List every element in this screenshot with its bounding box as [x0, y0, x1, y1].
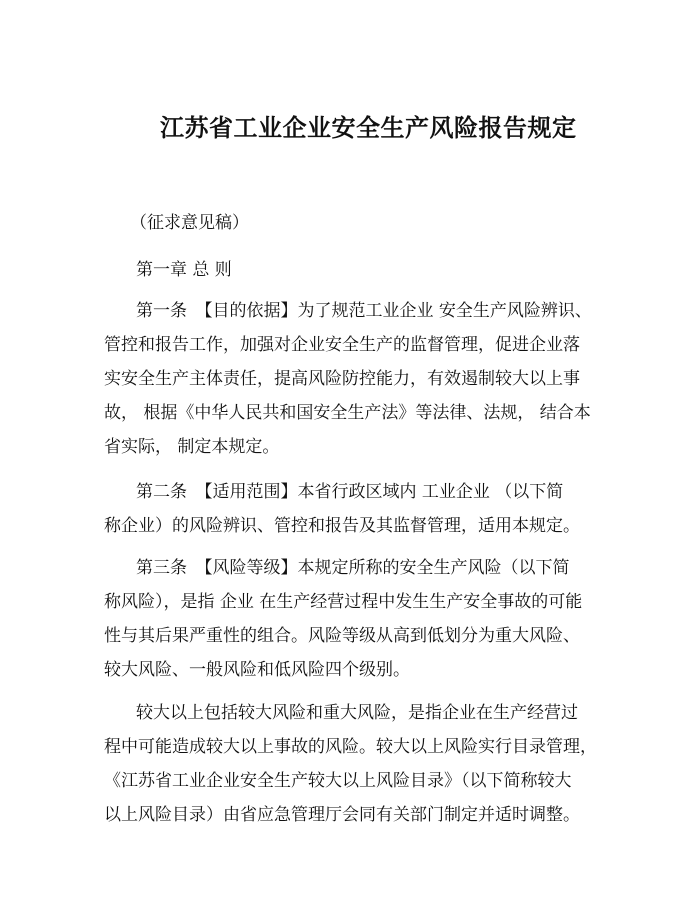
document-title: 江苏省工业企业安全生产风险报告规定 — [160, 113, 577, 142]
article-2-line-2: 称企业）的风险辨识、管控和报告及其监督管理，适用本规定。 — [104, 516, 580, 536]
article-3-line-3: 性与其后果严重性的组合。风险等级从高到低划分为重大风险、 — [104, 626, 580, 646]
article-3-line-2: 称风险），是指 企业 在生产经营过程中发生生产安全事故的可能 — [104, 592, 583, 612]
article-3-line-4: 较大风险、一般风险和低风险四个级别。 — [104, 660, 410, 680]
article-3-line-1: 第三条 【风险等级】本规定所称的安全生产风险（以下简 — [136, 558, 570, 578]
paragraph-4-line-4: 以上风险目录）由省应急管理厅会同有关部门制定并适时调整。 — [104, 805, 580, 825]
chapter-heading: 第一章 总 则 — [136, 260, 232, 280]
paragraph-4-line-1: 较大以上包括较大风险和重大风险，是指企业在生产经营过 — [136, 703, 578, 723]
article-1-line-2: 管控和报告工作，加强对企业安全生产的监督管理，促进企业落 — [104, 335, 580, 355]
article-1-line-1: 第一条 【目的依据】为了规范工业企业 安全生产风险辨识、 — [136, 301, 592, 321]
article-1-line-5: 省实际， 制定本规定。 — [104, 437, 280, 457]
paragraph-4-line-2: 程中可能造成较大以上事故的风险。较大以上风险实行目录管理， — [104, 737, 597, 757]
draft-note: （征求意见稿） — [130, 213, 249, 233]
article-1-line-4: 故， 根据《中华人民共和国安全生产法》等法律、法规， 结合本 — [104, 403, 591, 423]
article-2-line-1: 第二条 【适用范围】本省行政区域内 工业企业 （以下简 — [136, 482, 564, 502]
paragraph-4-line-3: 《江苏省工业企业安全生产较大以上风险目录》（以下简称较大 — [104, 771, 572, 791]
article-1-line-3: 实安全生产主体责任，提高风险防控能力，有效遏制较大以上事 — [104, 369, 580, 389]
